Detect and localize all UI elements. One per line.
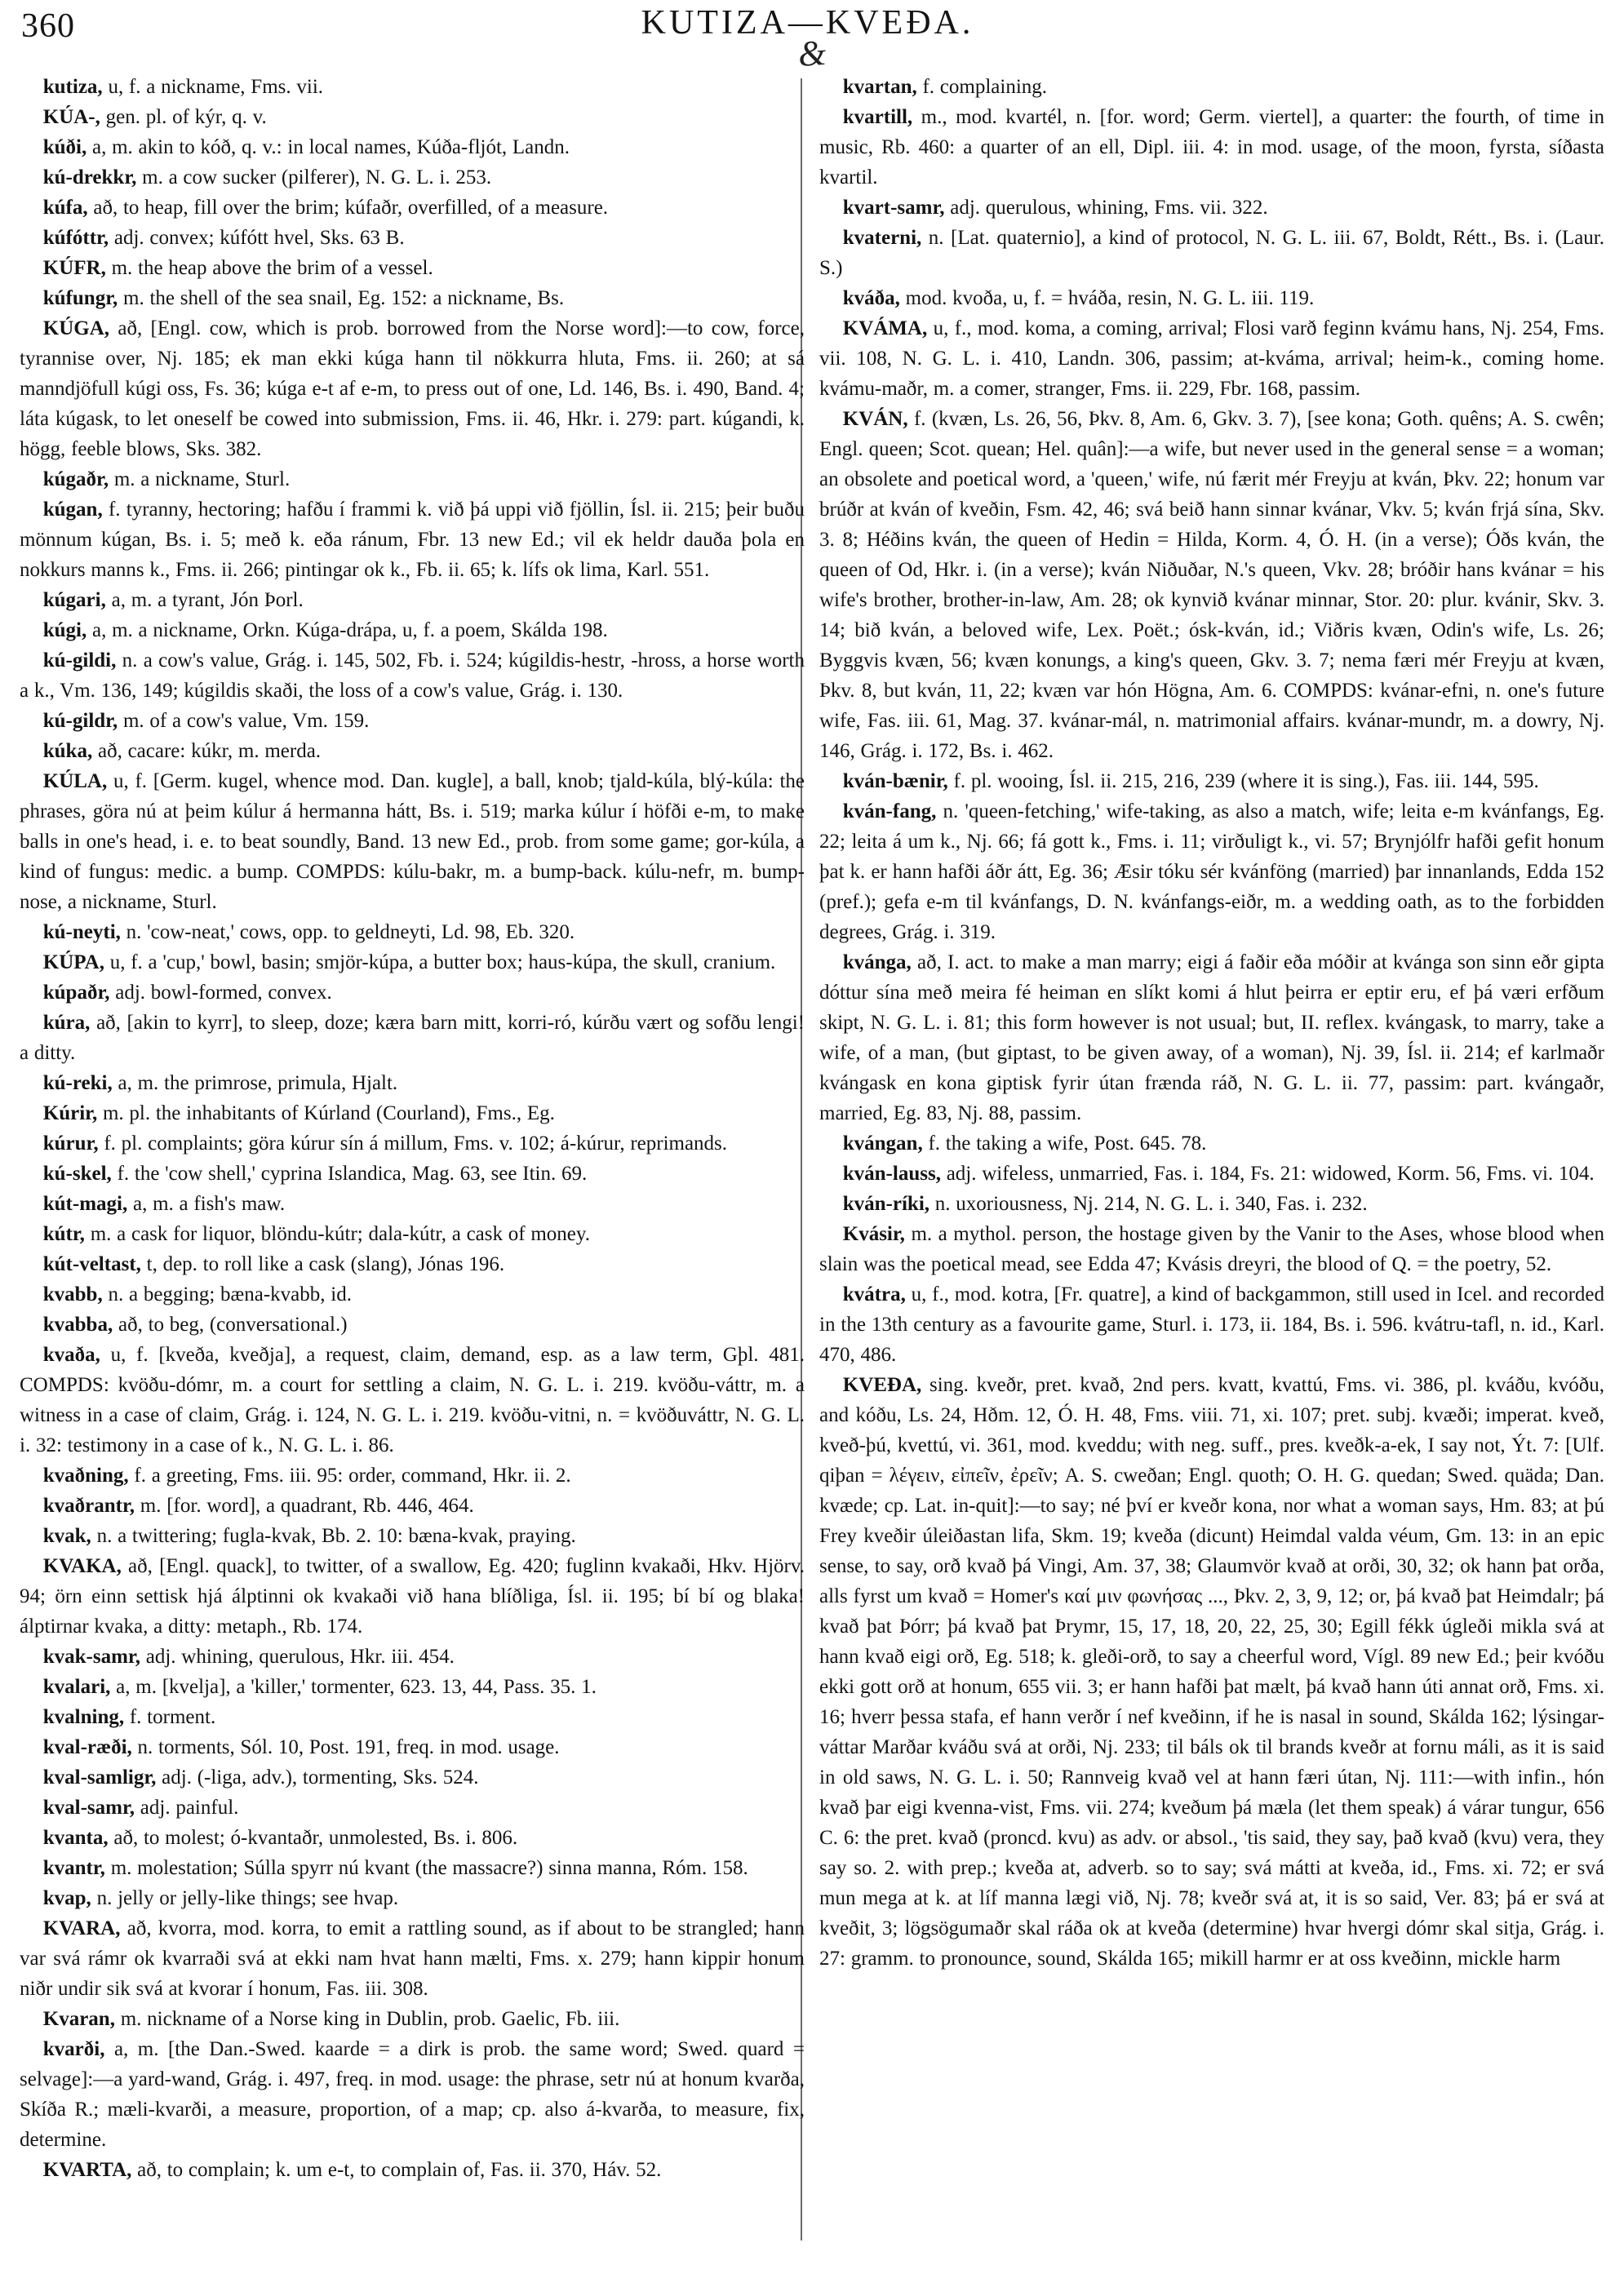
entry-headword: kúgari, — [42, 589, 106, 611]
dictionary-entry — [20, 2034, 805, 2155]
dictionary-entry — [20, 1642, 805, 1672]
entry-body: f. a greeting, Fms. iii. 95: order, command, Hkr. ii. 2. — [134, 1465, 571, 1487]
entry-headword: KÚPA, — [42, 951, 104, 973]
entry-headword: kván-lauss, — [842, 1163, 941, 1185]
entry-body: að, to heap, fill over the brim; kúfaðr, overfilled, of a measure. — [93, 197, 609, 219]
entry-headword: kúpaðr, — [42, 982, 110, 1004]
entry-body: mod. kvoða, u, f. = hváða, resin, N. G. L. iii. 119. — [905, 287, 1315, 309]
entry-body: að, cacare: kúkr, m. merda. — [97, 740, 322, 762]
dictionary-entry — [20, 1460, 805, 1491]
entry-body: m. nickname of a Norse king in Dublin, prob. Gaelic, Fb. iii. — [120, 2008, 620, 2030]
entry-body: a, m. [the Dan.-Swed. kaarde = a dirk is prob. the same word; Swed. quard = selvage]:—a yard-wand, Grág. i. 497, freq. in mod. usage: the phrase, setr nú at honum kvarða, Skíða R.; mæli-kvarði, a measure, proportion, of a map; cp. also á-kvarða, to measure, fix, determine. — [20, 2038, 805, 2151]
entry-headword: kvak, — [42, 1525, 91, 1547]
dictionary-entry — [819, 193, 1604, 223]
entry-body: n. uxoriousness, Nj. 214, N. G. L. i. 340, Fas. i. 232. — [934, 1193, 1368, 1215]
dictionary-entry — [819, 72, 1604, 102]
dictionary-entry — [20, 1189, 805, 1219]
dictionary-entry — [20, 193, 805, 223]
entry-body: n. 'queen-fetching,' wife-taking, as also a match, wife; leita e-m kvánfangs, Eg. 22; leita á um k., Nj. 66; fá gott k., Fms. i. 11; virðuligt k., vi. 57; Brynjólfr hafði gefit honum þat k. er hann hafði áðr átt, Eg. 36; Æsir tóku sér kvánföng (married) þar innanlands, Edda 152 (pref.); gefa e-m til kvánfangs, D. N. kvánfangs-eiðr, m. a wedding oath, as to the forbidden degrees, Grág. i. 319. — [819, 800, 1604, 943]
entry-headword: kván-ríki, — [842, 1193, 930, 1215]
dictionary-entry — [20, 72, 805, 102]
entry-headword: kvartan, — [842, 76, 917, 98]
entry-body: n. [Lat. quaternio], a kind of protocol, N. G. L. iii. 67, Boldt, Rétt., Bs. i. (Laur. S.) — [819, 227, 1604, 279]
entry-headword: KVARTA, — [42, 2159, 132, 2181]
dictionary-entry — [20, 1551, 805, 1642]
entry-headword: kút-veltast, — [42, 1253, 141, 1275]
dictionary-entry — [20, 1883, 805, 1913]
entry-headword: kvalning, — [42, 1706, 125, 1728]
entry-body: m., mod. kvartél, n. [for. word; Germ. viertel], a quarter: the fourth, of time in music, Rb. 460: a quarter of an ell, Dipl. iii. 4: in mod. usage, of the moon, fyrsta, síðasta kvartil. — [819, 106, 1604, 188]
entry-body: u, f., mod. koma, a coming, arrival; Flosi varð feginn kvámu hans, Nj. 254, Fms. vii. 108, N. G. L. i. 410, Landn. 306, passim; at-kváma, arrival; heim-k., coming home. kvámu-maðr, m. a comer, stranger, Fms. ii. 229, Fbr. 168, passim. — [819, 317, 1604, 400]
entry-body: m. [for. word], a quadrant, Rb. 446, 464. — [140, 1495, 474, 1517]
entry-headword: KVAKA, — [42, 1555, 122, 1577]
dictionary-entry — [20, 1702, 805, 1732]
dictionary-entry — [20, 1793, 805, 1823]
dictionary-entry — [20, 102, 805, 132]
entry-headword: kvaterni, — [842, 227, 922, 249]
entry-headword: kutiza, — [42, 76, 103, 98]
entry-body: u, f. [Germ. kugel, whence mod. Dan. kugle], a ball, knob; tjald-kúla, blý-kúla: the phrases, göra nú at þeim kúlur á hermanna hátt, Bs. i. 519; marka kúlur í höfði e-m, to make balls in one's head, i. e. to beat soundly, Band. 13 new Ed., prob. from some game; gor-kúla, a kind of fungus: medic. a bump. COMPDS: kúlu-bakr, m. a bump-back. kúlu-nefr, m. bump-nose, a nickname, Sturl. — [20, 770, 805, 913]
dictionary-entry — [20, 162, 805, 193]
dictionary-entry — [20, 1672, 805, 1702]
entry-headword: kvaðning, — [42, 1465, 129, 1487]
page-number: 360 — [21, 7, 75, 45]
entry-body: að, [Engl. cow, which is prob. borrowed from the Norse word]:—to cow, force, tyrannise over, Nj. 185; ek man ekki kúga hann til nökkurra hluta, Fms. ii. 260; at sá manndjöfull kúgi oss, Fs. 36; kúga e-t af e-m, to press out of one, Ld. 146, Bs. i. 490, Band. 4; láta kúgask, to let oneself be cowed into submission, Fms. ii. 46, Hkr. i. 279: part. kúgandi, k. högg, feeble blows, Sks. 382. — [20, 317, 805, 460]
entry-body: f. tyranny, hectoring; hafðu í frammi k. við þá uppi við fjöllin, Ísl. ii. 215; þeir buðu mönnum kúgan, Bs. i. 5; með k. eða ránum, Fbr. 13 new Ed.; vil ek heldr dauða þola en nokkurs manns k., Fms. ii. 266; pintingar ok k., Fb. ii. 65; k. lífs ok lima, Karl. 551. — [20, 499, 805, 581]
entry-headword: kút-magi, — [42, 1193, 128, 1215]
entry-body: n. a cow's value, Grág. i. 145, 502, Fb. i. 524; kúgildis-hestr, -hross, a horse worth a k., Vm. 136, 149; kúgildis skaði, the loss of a cow's value, Grág. i. 130. — [20, 649, 805, 702]
dictionary-entry — [20, 464, 805, 494]
entry-body: u, f. [kveða, kveðja], a request, claim, demand, esp. as a law term, Gþl. 481. COMPDS: kvöðu-dómr, m. a court for settling a claim, N. G. L. i. 219. kvöðu-váttr, m. a witness in a case of claim, Grág. i. 124, N. G. L. i. 219. kvöðu-vitni, n. = kvöðuváttr, N. G. L. i. 32: testimony in a case of k., N. G. L. i. 86. — [20, 1344, 805, 1456]
entry-body: adj. wifeless, unmarried, Fas. i. 184, Fs. 21: widowed, Korm. 56, Fms. vi. 104. — [946, 1163, 1595, 1185]
entry-headword: kúfa, — [42, 197, 88, 219]
entry-body: n. a twittering; fugla-kvak, Bb. 2. 10: bæna-kvak, praying. — [96, 1525, 576, 1547]
ink-mark-icon: & — [796, 32, 827, 75]
entry-headword: kúra, — [42, 1012, 91, 1034]
entry-headword: KVÁMA, — [842, 317, 928, 339]
dictionary-entry — [20, 585, 805, 615]
entry-body: að, I. act. to make a man marry; eigi á faðir eða móðir at kvánga son sinn eðr gipta dóttur sína með meira fé heiman en slíkt komi á hlut þeirra er eptir eru, ef þá væri erfðum skipt, N. G. L. i. 81; this form however is not usual; but, II. reflex. kvángask, to marry, take a wife, of a man, (but giptast, to be given away, of a woman), Nj. 39, Ísl. ii. 214; ef karlmaðr kvángask en kona giptisk fyrir útan frænda ráð, N. G. L. ii. 77, passim: part. kvángaðr, married, Eg. 83, Nj. 88, passim. — [819, 951, 1604, 1124]
entry-headword: Kvaran, — [42, 2008, 115, 2030]
entry-headword: kúgan, — [42, 499, 103, 521]
entry-body: n. 'cow-neat,' cows, opp. to geldneyti, Ld. 98, Eb. 320. — [126, 921, 575, 943]
entry-body: u, f. a 'cup,' bowl, basin; smjör-kúpa, a butter box; haus-kúpa, the skull, cranium. — [109, 951, 776, 973]
entry-headword: kú-gildi, — [42, 649, 117, 672]
entry-headword: kvángan, — [842, 1132, 923, 1155]
dictionary-entry — [20, 706, 805, 736]
entry-headword: kvátra, — [842, 1283, 906, 1305]
entry-body: að, kvorra, mod. korra, to emit a rattling sound, as if about to be strangled; hann var svá rámr ok kvarraði svá at ekki nam hvat hann mælti, Fms. x. 279; hann kippir honum niðr undir sik svá at kvorar í honum, Fas. iii. 308. — [20, 1917, 805, 2000]
dictionary-entry — [20, 1068, 805, 1098]
dictionary-entry — [819, 1279, 1604, 1370]
entry-headword: kván-bænir, — [842, 770, 948, 792]
entry-headword: kvaða, — [42, 1344, 100, 1366]
dictionary-entry — [20, 615, 805, 645]
dictionary-entry — [819, 1189, 1604, 1219]
entry-headword: kvarði, — [42, 2038, 105, 2060]
dictionary-entry — [20, 494, 805, 585]
entry-headword: KVEÐA, — [842, 1374, 922, 1396]
entry-body: m. of a cow's value, Vm. 159. — [122, 710, 370, 732]
entry-body: u, f., mod. kotra, [Fr. quatre], a kind of backgammon, still used in Icel. and recorded in the 13th century as a favourite game, Sturl. i. 173, ii. 184, Bs. i. 596. kvátru-tafl, n. id., Karl. 470, 486. — [819, 1283, 1604, 1366]
entry-headword: kván-fang, — [842, 800, 937, 822]
entry-body: a, m. a nickname, Orkn. Kúga-drápa, u, f. a poem, Skálda 198. — [92, 619, 608, 641]
dictionary-entry — [20, 1279, 805, 1310]
entry-body: adj. (-liga, adv.), tormenting, Sks. 524. — [162, 1766, 479, 1788]
dictionary-entry — [819, 1219, 1604, 1279]
dictionary-entry — [20, 1159, 805, 1189]
entry-body: m. a mythol. person, the hostage given by the Vanir to the Ases, whose blood when slain was the poetical mead, see Edda 47; Kvásis dreyri, the blood of Q. = the poetry, 52. — [819, 1223, 1604, 1275]
entry-body: adj. whining, querulous, Hkr. iii. 454. — [145, 1646, 455, 1668]
entry-body: f. pl. wooing, Ísl. ii. 215, 216, 239 (where it is sing.), Fas. iii. 144, 595. — [953, 770, 1539, 792]
dictionary-entry — [20, 223, 805, 253]
dictionary-entry — [20, 1249, 805, 1279]
entry-headword: KVARA, — [42, 1917, 121, 1939]
entry-headword: kvabb, — [42, 1283, 103, 1305]
entry-headword: kvaðrantr, — [42, 1495, 135, 1517]
dictionary-entry — [20, 253, 805, 283]
entry-body: adj. bowl-formed, convex. — [115, 982, 332, 1004]
entry-body: f. pl. complaints; göra kúrur sín á millum, Fms. v. 102; á-kúrur, reprimands. — [104, 1132, 728, 1155]
entry-body: f. torment. — [129, 1706, 216, 1728]
entry-headword: kú-gildr, — [42, 710, 118, 732]
entry-body: m. a cow sucker (pilferer), N. G. L. i. 253. — [142, 166, 492, 188]
entry-headword: KÚGA, — [42, 317, 109, 339]
entry-body: f. complaining. — [922, 76, 1048, 98]
dictionary-entry — [819, 283, 1604, 313]
dictionary-entry — [20, 1008, 805, 1068]
dictionary-entry — [819, 1128, 1604, 1159]
dictionary-entry — [20, 1491, 805, 1521]
entry-headword: kú-neyti, — [42, 921, 121, 943]
entry-headword: KÚFR, — [42, 257, 106, 279]
entry-headword: kútr, — [42, 1223, 85, 1245]
entry-headword: Kúrir, — [42, 1102, 98, 1124]
entry-body: n. torments, Sól. 10, Post. 191, freq. in mod. usage. — [137, 1736, 560, 1758]
entry-headword: kúrur, — [42, 1132, 99, 1155]
entry-body: gen. pl. of kýr, q. v. — [105, 106, 267, 128]
entry-body: f. the 'cow shell,' cyprina Islandica, Mag. 63, see Itin. 69. — [117, 1163, 588, 1185]
entry-body: m. pl. the inhabitants of Kúrland (Courland), Fms., Eg. — [102, 1102, 555, 1124]
entry-body: m. molestation; Súlla spyrr nú kvant (the massacre?) sinna manna, Róm. 158. — [110, 1857, 748, 1879]
dictionary-entry — [819, 796, 1604, 947]
dictionary-entry — [819, 1370, 1604, 1974]
dictionary-entry — [20, 1310, 805, 1340]
entry-body: a, m. a fish's maw. — [132, 1193, 286, 1215]
dictionary-entry — [20, 1340, 805, 1460]
dictionary-entry — [20, 977, 805, 1008]
dictionary-entry — [20, 1219, 805, 1249]
entry-body: a, m. the primrose, primula, Hjalt. — [118, 1072, 398, 1094]
dictionary-entry — [819, 1159, 1604, 1189]
entry-headword: kvantr, — [42, 1857, 105, 1879]
entry-headword: kvap, — [42, 1887, 91, 1909]
dictionary-entry — [819, 102, 1604, 193]
entry-headword: KÚA-, — [42, 106, 100, 128]
entry-body: að, to complain; k. um e-t, to complain of, Fas. ii. 370, Háv. 52. — [137, 2159, 662, 2181]
dictionary-entry — [20, 2155, 805, 2185]
entry-headword: kúði, — [42, 136, 87, 158]
dictionary-entry — [20, 1128, 805, 1159]
dictionary-entry — [819, 313, 1604, 404]
entry-body: a, m. akin to kóð, q. v.: in local names, Kúða-fljót, Landn. — [92, 136, 570, 158]
entry-headword: kú-reki, — [42, 1072, 113, 1094]
entry-headword: kúgi, — [42, 619, 87, 641]
entry-headword: Kvásir, — [842, 1223, 905, 1245]
entry-headword: kvalari, — [42, 1676, 111, 1698]
dictionary-column-left — [20, 72, 805, 2296]
entry-body: adj. convex; kúfótt hvel, Sks. 63 B. — [113, 227, 405, 249]
entry-headword: KVÁN, — [842, 408, 908, 430]
entry-headword: kvabba, — [42, 1314, 113, 1336]
entry-body: u, f. a nickname, Fms. vii. — [108, 76, 324, 98]
entry-headword: kval-ræði, — [42, 1736, 132, 1758]
entry-body: adj. painful. — [140, 1797, 239, 1819]
running-title: KUTIZA—KVEÐA. — [641, 4, 974, 42]
entry-headword: kvartill, — [842, 106, 913, 128]
entry-body: m. a cask for liquor, blöndu-kútr; dala-kútr, a cask of money. — [90, 1223, 590, 1245]
dictionary-entry — [20, 1762, 805, 1793]
entry-body: adj. querulous, whining, Fms. vii. 322. — [950, 197, 1268, 219]
dictionary-entry — [20, 132, 805, 162]
dictionary-entry — [819, 947, 1604, 1128]
dictionary-entry — [819, 766, 1604, 796]
dictionary-entry — [20, 1098, 805, 1128]
dictionary-entry — [20, 947, 805, 977]
entry-headword: kú-drekkr, — [42, 166, 137, 188]
entry-headword: kúfóttr, — [42, 227, 109, 249]
dictionary-entry — [819, 223, 1604, 283]
entry-headword: kvanta, — [42, 1827, 109, 1849]
dictionary-entry — [20, 313, 805, 464]
dictionary-entry — [20, 2004, 805, 2034]
entry-headword: kúgaðr, — [42, 468, 109, 490]
dictionary-entry — [20, 766, 805, 917]
entry-headword: kvart-samr, — [842, 197, 945, 219]
entry-headword: kval-samr, — [42, 1797, 135, 1819]
entry-body: sing. kveðr, pret. kvað, 2nd pers. kvatt, kvattú, Fms. vi. 386, pl. kváðu, kvóðu, and kóðu, Ls. 24, Hðm. 12, Ó. H. 48, Fms. viii. 71, xi. 107; pret. subj. kvæði; imperat. kveð, kveð-þú, kvettú, vi. 361, mod. kveddu; with neg. suff., pres. kveðk-a-ek, I say not, Ýt. 7: [Ulf. qiþan = λέγειν, εἰπεῖν, ἐρεῖν; A. S. cweðan; Engl. quoth; O. H. G. quedan; Swed. quäda; Dan. kvæde; cp. Lat. in-quit]:—to say; né því er kveðr kona, nor what a woman says, Hm. 83; at þú Frey kveðir úleiðastan lifa, Skm. 19; kveða (dicunt) Heimdal valda véum, Gm. 13: in an epic sense, to say, orð kvað þá Vingi, Am. 37, 38; Glaumvör kvað at orði, 30, 32; ok hann þat orða, alls fyrst um kvað = Homer's καί μιν φωνήσας ..., Þkv. 2, 3, 9, 12; or, þá kvað þat Heimdalr; þá kvað þat Þórr; þá kvað þat Þrymr, 15, 17, 18, 20, 22, 25, 30; Egill fékk úgleði mikla svá at hann kvað eigi orð, Eg. 518; k. gleði-orð, to say a cheerful word, Vígl. 89 new Ed.; þeir kvóðu ekki gott orð at honum, 655 vii. 3; er hann hafði þat mælt, þá kvað hann úti annat orð, Fms. xi. 16; hverr þessa stafa, ef hann verðr í nef kveðinn, if he is nasal in sound, Skálda 162; lýsingar-váttar Marðar kváðu svá at orði, Nj. 233; til báls ok til brands kveðr at fornu máli, as it is said in old saws, N. G. L. i. 50; Rannveig kvað vel at hann færi útan, Nj. 111:—with infin., hón kvað þar eigi kvenna-vist, Fms. vii. 274; kveðum þá mæla (let them speak) á várar tungur, 656 C. 6: the pret. kvað (proncd. kvu) as adv. or absol., 'tis said, they say, það kvað (kvu) vera, they say so. 2. with prep.; kveða at, adverb. so to say; svá mátti at kveða, id., Fms. xi. 72; er svá mun mega at k. at líf manna lægi við, Nj. 78; kveðr svá at, it is so said, Ver. 83; þá er svá at kveðit, 3; lögsögumaðr skal ráða ok at kveða (determine) hvar hvergi dómr skal sitja, Grág. i. 27: gramm. to pronounce, sound, Skálda 165; mikill harmr er at oss kveðinn, mickle harm — [819, 1374, 1604, 1970]
dictionary-entry — [20, 736, 805, 766]
entry-body: a, m. a tyrant, Jón Þorl. — [111, 589, 304, 611]
entry-body: að, to beg, (conversational.) — [118, 1314, 348, 1336]
entry-headword: kvak-samr, — [42, 1646, 140, 1668]
entry-headword: KÚLA, — [42, 770, 108, 792]
entry-body: a, m. [kvelja], a 'killer,' tormenter, 623. 13, 44, Pass. 35. 1. — [116, 1676, 597, 1698]
entry-headword: kváða, — [842, 287, 900, 309]
dictionary-entry — [20, 917, 805, 947]
entry-body: að, to molest; ó-kvantaðr, unmolested, Bs. i. 806. — [113, 1827, 518, 1849]
entry-headword: kúfungr, — [42, 287, 118, 309]
entry-body: m. the shell of the sea snail, Eg. 152: a nickname, Bs. — [123, 287, 565, 309]
dictionary-entry — [20, 1853, 805, 1883]
entry-body: t, dep. to roll like a cask (slang), Jónas 196. — [146, 1253, 505, 1275]
entry-body: að, [Engl. quack], to twitter, of a swallow, Eg. 420; fuglinn kvakaði, Hkv. Hjörv. 94; örn einn settisk hjá álptinni ok kvakaði við hana blíðliga, Ísl. ii. 195; bí bí og blaka! álptirnar kvaka, a ditty: metaph., Rb. 174. — [20, 1555, 805, 1638]
dictionary-entry — [20, 645, 805, 706]
dictionary-entry — [20, 1732, 805, 1762]
dictionary-column-right — [819, 72, 1604, 2296]
dictionary-entry — [819, 404, 1604, 766]
entry-body: f. (kvæn, Ls. 26, 56, Þkv. 8, Am. 6, Gkv. 3. 7), [see kona; Goth. quêns; A. S. cwên; Engl. queen; Scot. quean; Hel. quân]:—a wife, but never used in the general sense = a woman; an obsolete and poetical word, a 'queen,' wife, nú færit mér Freyju at kván, Þkv. 22; honum var brúðr at kván of kveðin, Fsm. 42, 46; svá beið hann sinnar kvánar, Vkv. 5; kván frjá sína, Skv. 3. 8; Héðins kván, the queen of Hedin = Hilda, Korm. 4, Ó. H. (in a verse); Óðs kván, the queen of Od, Hkr. i. (in a verse); kván Niðuðar, N.'s queen, Vkv. 28; bróðir hans kvánar = his wife's brother, brother-in-law, Am. 28; ok kynvið kvánar minnar, Stor. 20: plur. kvánir, Skv. 3. 14; bið kván, a beloved wife, Lex. Poët.; ósk-kván, id.; Viðris kvæn, Odin's wife, Ls. 26; Byggvis kvæn, 56; kvæn konungs, a king's queen, Gkv. 3. 7; nema færi mér Freyju at kvæn, Þkv. 8, but kván, 11, 22; kvæn var hón Högna, Am. 6. COMPDS: kvánar-efni, n. one's future wife, Fas. iii. 61, Mag. 37. kvánar-mál, n. matrimonial affairs. kvánar-mundr, m. a dowry, Nj. 146, Grág. i. 172, Bs. i. 462. — [819, 408, 1604, 762]
entry-headword: kúka, — [42, 740, 93, 762]
dictionary-entry — [20, 283, 805, 313]
entry-body: að, [akin to kyrr], to sleep, doze; kæra barn mitt, korri-ró, kúrðu vært og sofðu lengi! a ditty. — [20, 1012, 805, 1064]
entry-body: f. the taking a wife, Post. 645. 78. — [928, 1132, 1207, 1155]
entry-body: m. a nickname, Sturl. — [113, 468, 291, 490]
dictionary-entry — [20, 1913, 805, 2004]
entry-body: n. a begging; bæna-kvabb, id. — [108, 1283, 352, 1305]
entry-body: n. jelly or jelly-like things; see hvap. — [96, 1887, 399, 1909]
dictionary-entry — [20, 1521, 805, 1551]
entry-headword: kvánga, — [842, 951, 912, 973]
dictionary-entry — [20, 1823, 805, 1853]
entry-headword: kval-samligr, — [42, 1766, 157, 1788]
entry-headword: kú-skel, — [42, 1163, 112, 1185]
entry-body: m. the heap above the brim of a vessel. — [111, 257, 433, 279]
